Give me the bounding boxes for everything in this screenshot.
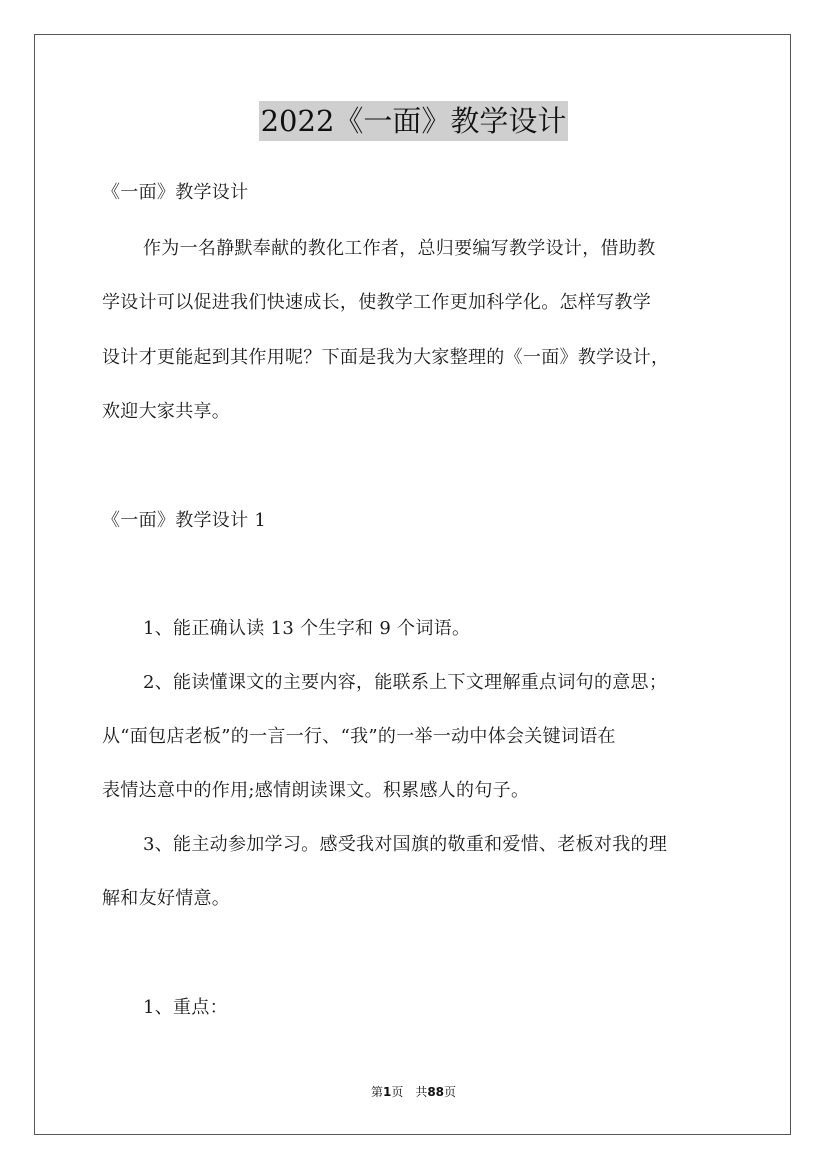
footer-page-mid: 页 共 bbox=[391, 1085, 428, 1099]
goal-line-6: 解和友好情意。 bbox=[102, 888, 231, 909]
footer-page-number: 1 bbox=[382, 1085, 392, 1099]
intro-line-4: 欢迎大家共享。 bbox=[102, 401, 231, 422]
intro-line-3: 设计才更能起到其作用呢？下面是我为大家整理的《一面》教学设计， bbox=[102, 347, 670, 368]
intro-line-2: 学设计可以促进我们快速成长，使教学工作更加科学化。怎样写教学 bbox=[102, 292, 651, 313]
footer-page-suffix: 页 bbox=[444, 1085, 457, 1099]
goal-line-1: 1、能正确认读 13 个生字和 9 个词语。 bbox=[143, 618, 471, 639]
footer-page-prefix: 第 bbox=[370, 1085, 383, 1099]
document-title bbox=[0, 101, 827, 141]
goal-line-3: 从“面包店老板”的一言一行、“我”的一举一动中体会关键词语在 bbox=[102, 726, 616, 747]
document-subtitle: 《一面》教学设计 bbox=[102, 182, 249, 203]
section-heading: 《一面》教学设计 1 bbox=[102, 510, 267, 531]
goal-line-5: 3、能主动参加学习。感受我对国旗的敬重和爱惜、老板对我的理 bbox=[143, 834, 668, 855]
key-point-label: 1、重点： bbox=[143, 997, 228, 1018]
document-title-text: 2022《一面》教学设计 bbox=[259, 101, 569, 141]
goal-line-2: 2、能读懂课文的主要内容，能联系上下文理解重点词句的意思； bbox=[143, 672, 668, 693]
intro-line-1: 作为一名静默奉献的教化工作者，总归要编写教学设计，借助教 bbox=[143, 238, 656, 259]
goal-line-4: 表情达意中的作用;感情朗读课文。积累感人的句子。 bbox=[102, 780, 530, 801]
page-footer bbox=[0, 1084, 827, 1100]
footer-page-total: 88 bbox=[427, 1085, 445, 1099]
